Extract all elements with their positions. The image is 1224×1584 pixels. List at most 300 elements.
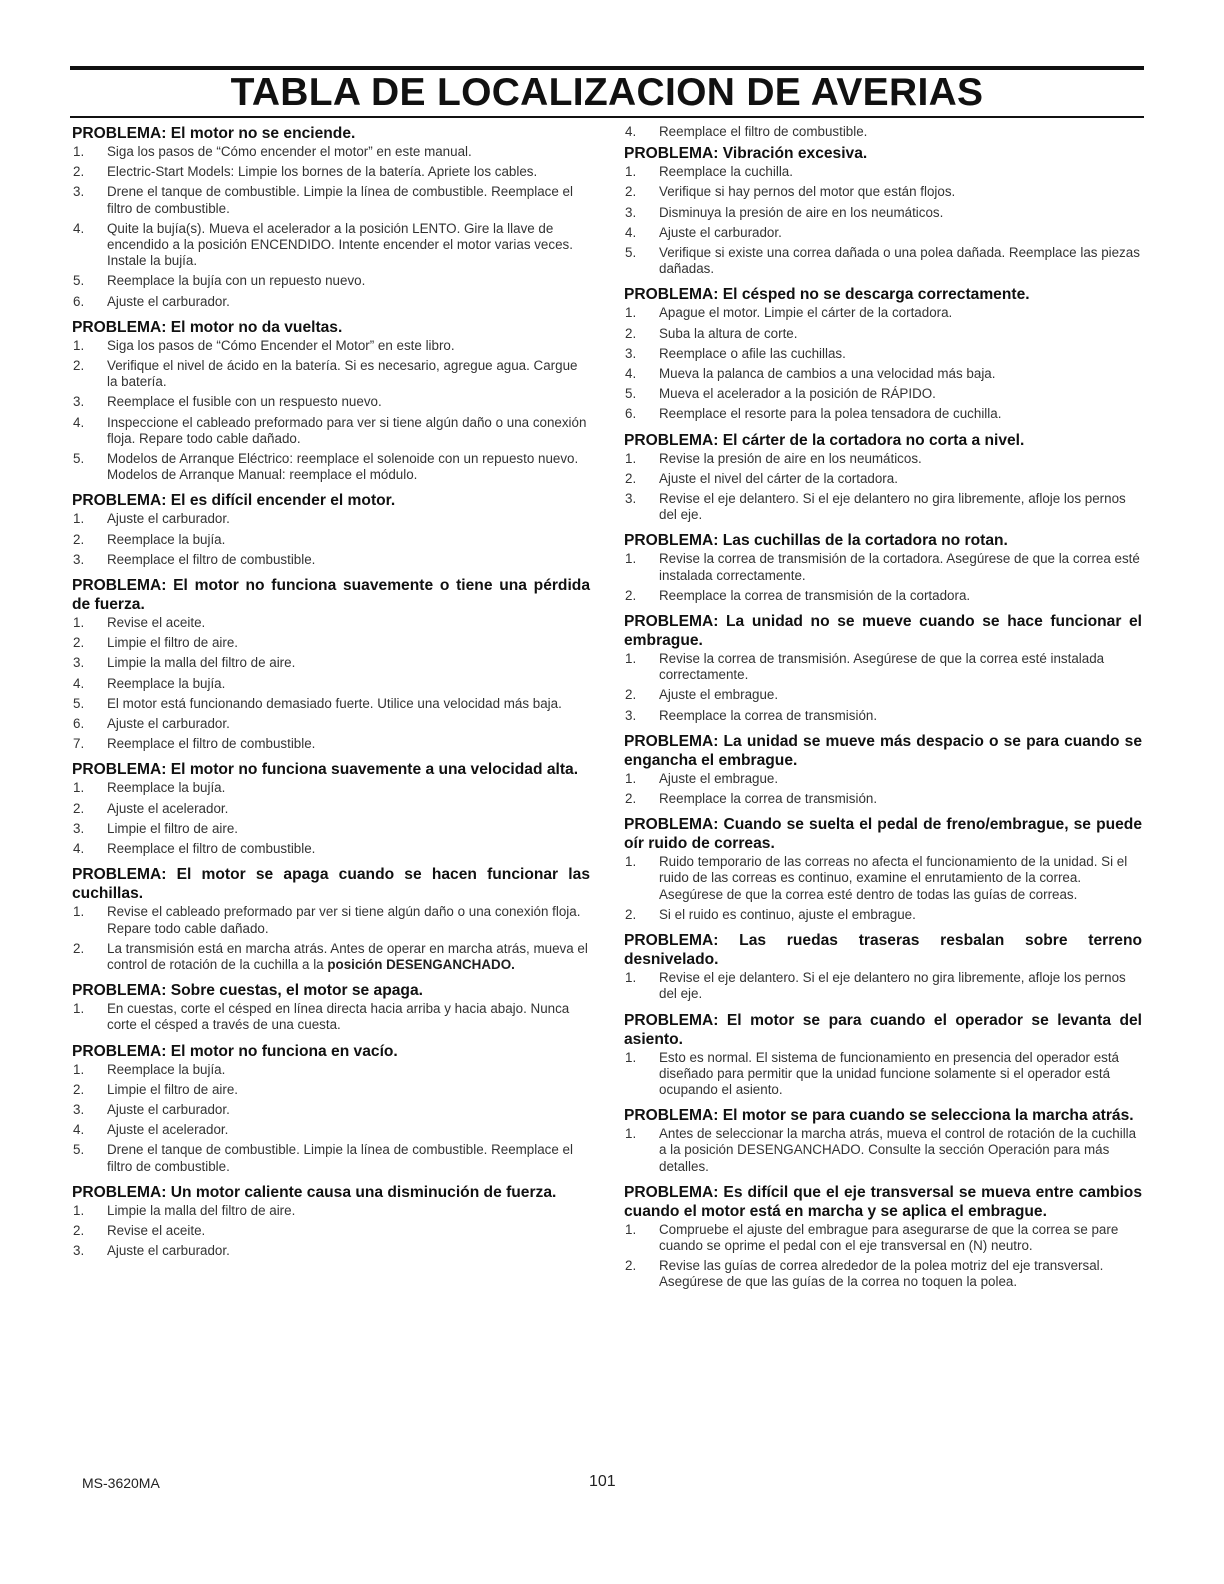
step-item bbox=[624, 245, 1142, 277]
problem-section bbox=[624, 1011, 1142, 1099]
step-text-main: Limpie la malla del filtro de aire. bbox=[107, 655, 296, 671]
right-column bbox=[624, 124, 1142, 1299]
steps-list bbox=[624, 1222, 1142, 1291]
problem-section bbox=[72, 318, 590, 484]
step-text bbox=[107, 904, 590, 936]
step-text bbox=[107, 552, 590, 568]
step-number: 3. bbox=[625, 707, 637, 723]
step-text-main: Esto es normal. El sistema de funcionamiento en presencia del operador está diseñado para permitir que la unidad funcione solamente si el operador está ocupando el asiento. bbox=[659, 1049, 1120, 1097]
step-item bbox=[72, 294, 590, 310]
problem-section bbox=[624, 612, 1142, 724]
step-number: 3. bbox=[625, 491, 637, 507]
step-text-main: Revise el aceite. bbox=[107, 1222, 206, 1238]
step-item bbox=[72, 1142, 590, 1174]
problem-section bbox=[72, 491, 590, 568]
step-text-main: Ajuste el embrague. bbox=[659, 687, 779, 703]
step-text-main: Reemplace el filtro de combustible. bbox=[107, 841, 316, 857]
steps-list bbox=[72, 615, 590, 752]
step-text-main: Revise las guías de correa alrededor de la polea motriz del eje transversal. Asegúrese de que las guías de la correa no toquen la polea. bbox=[659, 1258, 1104, 1290]
steps-list bbox=[624, 854, 1142, 923]
step-text bbox=[107, 736, 590, 752]
step-number: 2. bbox=[625, 470, 637, 486]
step-text bbox=[659, 184, 1142, 200]
carryover-step bbox=[624, 124, 1142, 140]
step-text-main: Reemplace la bujía. bbox=[107, 531, 226, 547]
step-text bbox=[107, 1142, 590, 1174]
step-text-emphasis: posición DESENGANCHADO. bbox=[327, 956, 515, 972]
step-number: 4. bbox=[625, 366, 637, 382]
step-text-main: Si el ruido es continuo, ajuste el embrague. bbox=[659, 906, 916, 922]
step-number: 2. bbox=[73, 531, 85, 547]
step-text-main: Ruido temporario de las correas no afecta el funcionamiento de la unidad. Si el ruido de las correas es continuo, examine el enrutamiento de la correa. Asegúrese de que la correa esté dentro de todas las guías de correas. bbox=[659, 854, 1128, 902]
step-text bbox=[107, 394, 590, 410]
step-text bbox=[107, 532, 590, 548]
step-text-main: En cuestas, corte el césped en línea directa hacia arriba y hacia abajo. Nunca corte el césped a través de una cuesta. bbox=[107, 1001, 570, 1033]
steps-list bbox=[72, 338, 590, 484]
step-text-main: Mueva la palanca de cambios a una velocidad más baja. bbox=[659, 366, 996, 382]
step-text-main: Drene el tanque de combustible. Limpie la línea de combustible. Reemplace el filtro de combustible. bbox=[107, 184, 573, 216]
step-item bbox=[72, 532, 590, 548]
step-item bbox=[624, 184, 1142, 200]
step-text bbox=[107, 1203, 590, 1219]
step-text bbox=[107, 821, 590, 837]
step-item bbox=[72, 904, 590, 936]
step-text-main: Reemplace el filtro de combustible. bbox=[107, 736, 316, 752]
step-text bbox=[107, 676, 590, 692]
step-text-main: Drene el tanque de combustible. Limpie la línea de combustible. Reemplace el filtro de combustible. bbox=[107, 1142, 573, 1174]
steps-list bbox=[624, 305, 1142, 422]
step-item bbox=[72, 821, 590, 837]
step-item bbox=[72, 552, 590, 568]
step-number: 4. bbox=[625, 224, 637, 240]
step-text bbox=[659, 791, 1142, 807]
problem-section bbox=[624, 285, 1142, 422]
step-text bbox=[107, 415, 590, 447]
step-number: 4. bbox=[73, 414, 85, 430]
step-item bbox=[72, 696, 590, 712]
step-text-main: Reemplace la bujía. bbox=[107, 1061, 226, 1077]
step-text-main: Ajuste el carburador. bbox=[107, 293, 230, 309]
step-number: 7. bbox=[73, 736, 85, 752]
step-number: 1. bbox=[73, 144, 85, 159]
step-item bbox=[72, 338, 590, 354]
step-item bbox=[624, 366, 1142, 382]
step-number: 2. bbox=[625, 906, 637, 922]
step-text bbox=[659, 771, 1142, 787]
step-text bbox=[107, 184, 590, 216]
step-number: 3. bbox=[73, 184, 85, 200]
step-item bbox=[72, 1243, 590, 1259]
step-text bbox=[107, 164, 590, 180]
step-item bbox=[72, 144, 590, 160]
step-text bbox=[659, 471, 1142, 487]
step-text-main: Ajuste el carburador. bbox=[107, 511, 230, 527]
step-number: 1. bbox=[73, 1061, 85, 1077]
step-item bbox=[624, 491, 1142, 523]
step-text-main: Reemplace o afile las cuchillas. bbox=[659, 345, 846, 361]
step-item bbox=[72, 780, 590, 796]
step-item bbox=[72, 221, 590, 270]
steps-list bbox=[624, 651, 1142, 724]
step-number: 6. bbox=[73, 716, 85, 732]
steps-list bbox=[624, 1050, 1142, 1099]
step-item bbox=[624, 225, 1142, 241]
step-text bbox=[107, 511, 590, 527]
steps-list bbox=[72, 904, 590, 973]
problem-section bbox=[72, 1042, 590, 1175]
step-text-main: Ajuste el carburador. bbox=[659, 224, 782, 240]
step-item bbox=[72, 394, 590, 410]
step-text-main: Reemplace el resorte para la polea tensadora de cuchilla. bbox=[659, 406, 1002, 422]
problem-title: PROBLEMA: Las ruedas traseras resbalan sobre terreno desnivelado. bbox=[624, 932, 1142, 969]
step-text-main: Ajuste el acelerador. bbox=[107, 1122, 229, 1138]
step-item bbox=[72, 184, 590, 216]
problem-section bbox=[72, 576, 590, 752]
step-number: 5. bbox=[73, 451, 85, 467]
step-item bbox=[72, 1102, 590, 1118]
step-item bbox=[72, 635, 590, 651]
footer-model-number: MS-3620MA bbox=[82, 1475, 160, 1491]
step-text bbox=[107, 615, 590, 631]
left-column bbox=[72, 124, 590, 1267]
step-item bbox=[624, 771, 1142, 787]
step-text bbox=[659, 687, 1142, 703]
step-number: 5. bbox=[625, 386, 637, 402]
step-text: Reemplace el filtro de combustible. bbox=[659, 124, 868, 139]
steps-list bbox=[624, 164, 1142, 277]
step-item bbox=[72, 615, 590, 631]
problem-section bbox=[72, 760, 590, 857]
step-number: 1. bbox=[625, 551, 637, 567]
step-text bbox=[659, 708, 1142, 724]
step-text-main: Modelos de Arranque Eléctrico: reemplace el solenoide con un repuesto nuevo. Modelos de Arranque Manual: reemplace el módulo. bbox=[107, 451, 579, 483]
step-number: 1. bbox=[625, 970, 637, 986]
step-number: 4. bbox=[73, 220, 85, 236]
step-number: 2. bbox=[625, 791, 637, 807]
steps-list bbox=[72, 1062, 590, 1175]
problem-title: PROBLEMA: El motor no funciona suavemente o tiene una pérdida de fuerza. bbox=[72, 577, 590, 614]
step-text-main: Revise el aceite. bbox=[107, 615, 206, 631]
step-item bbox=[72, 1062, 590, 1078]
step-text bbox=[659, 451, 1142, 467]
step-text bbox=[107, 451, 590, 483]
step-text-main: Antes de seleccionar la marcha atrás, mueva el control de rotación de la cuchilla a la posición DESENGANCHADO. Consulte la sección Operación para más detalles. bbox=[659, 1126, 1137, 1174]
step-text-main: Siga los pasos de “Cómo Encender el Motor” en este libro. bbox=[107, 337, 455, 353]
step-item bbox=[624, 1258, 1142, 1290]
step-item bbox=[624, 451, 1142, 467]
steps-list bbox=[624, 970, 1142, 1002]
step-text bbox=[107, 801, 590, 817]
step-item bbox=[624, 551, 1142, 583]
step-text bbox=[107, 273, 590, 289]
step-item bbox=[624, 305, 1142, 321]
step-item bbox=[72, 511, 590, 527]
problem-title: PROBLEMA: El motor no funciona suavemente a una velocidad alta. bbox=[72, 761, 579, 779]
step-number: 1. bbox=[73, 511, 85, 527]
step-number: 5. bbox=[73, 273, 85, 289]
step-text-main: Quite la bujía(s). Mueva el acelerador a la posición LENTO. Gire la llave de encendido a la posición ENCENDIDO. Intente encender el motor varias veces. Instale la bujía. bbox=[107, 220, 573, 269]
step-item bbox=[72, 1001, 590, 1033]
step-text-main: Reemplace el filtro de combustible. bbox=[107, 551, 316, 567]
problem-title: PROBLEMA: El cárter de la cortadora no corta a nivel. bbox=[624, 431, 1025, 449]
step-text bbox=[107, 294, 590, 310]
step-item bbox=[624, 1222, 1142, 1254]
problem-title: PROBLEMA: El motor no funciona en vacío. bbox=[72, 1042, 398, 1060]
step-text bbox=[659, 245, 1142, 277]
step-text bbox=[659, 164, 1142, 180]
step-number: 3. bbox=[73, 551, 85, 567]
step-number: 2. bbox=[625, 587, 637, 603]
step-item bbox=[72, 655, 590, 671]
step-text-main: Verifique el nivel de ácido en la batería. Si es necesario, agregue agua. Cargue la batería. bbox=[107, 358, 578, 390]
step-text bbox=[659, 970, 1142, 1002]
step-text-main: Revise la correa de transmisión. Asegúrese de que la correa esté instalada correctamente. bbox=[659, 651, 1105, 683]
step-item bbox=[72, 676, 590, 692]
step-text-main: Limpie el filtro de aire. bbox=[107, 635, 238, 651]
step-text bbox=[659, 491, 1142, 523]
step-item bbox=[72, 801, 590, 817]
step-text-main: Ajuste el carburador. bbox=[107, 1101, 230, 1117]
problem-title: PROBLEMA: El motor se apaga cuando se hacen funcionar las cuchillas. bbox=[72, 866, 590, 903]
step-number: 2. bbox=[625, 687, 637, 703]
step-text-main: El motor está funcionando demasiado fuerte. Utilice una velocidad más baja. bbox=[107, 695, 562, 711]
step-text bbox=[659, 346, 1142, 362]
step-text bbox=[107, 780, 590, 796]
step-number: 5. bbox=[73, 1142, 85, 1158]
step-item bbox=[624, 791, 1142, 807]
problem-title: PROBLEMA: Sobre cuestas, el motor se apaga. bbox=[72, 982, 423, 1000]
step-number: 1. bbox=[625, 854, 637, 870]
steps-list bbox=[624, 771, 1142, 807]
step-text bbox=[659, 1222, 1142, 1254]
step-text bbox=[107, 1122, 590, 1138]
step-number: 1. bbox=[625, 1049, 637, 1065]
problem-section bbox=[72, 981, 590, 1033]
problem-section bbox=[624, 431, 1142, 524]
step-text-main: Electric-Start Models: Limpie los bornes de la batería. Apriete los cables. bbox=[107, 164, 538, 180]
step-text-main: Mueva el acelerador a la posición de RÁPIDO. bbox=[659, 386, 936, 402]
step-text bbox=[107, 1223, 590, 1239]
step-text-main: Reemplace la correa de transmisión. bbox=[659, 707, 878, 723]
step-text-main: La transmisión está en marcha atrás. Antes de operar en marcha atrás, mueva el control de rotación de la cuchilla a la bbox=[107, 940, 588, 972]
step-text-main: Ajuste el carburador. bbox=[107, 1243, 230, 1259]
problem-section bbox=[624, 1106, 1142, 1175]
step-text-main: Ajuste el carburador. bbox=[107, 716, 230, 732]
problem-title: PROBLEMA: El motor no se enciende. bbox=[72, 125, 356, 142]
title-rule-top bbox=[70, 66, 1144, 70]
steps-list bbox=[624, 451, 1142, 524]
step-text-main: Reemplace la correa de transmisión. bbox=[659, 791, 878, 807]
step-number: 1. bbox=[73, 904, 85, 920]
step-number: 2. bbox=[73, 940, 85, 956]
step-number: 1. bbox=[73, 337, 85, 353]
step-item bbox=[72, 1122, 590, 1138]
problem-title: PROBLEMA: El césped no se descarga correctamente. bbox=[624, 286, 1030, 304]
steps-list bbox=[72, 144, 590, 310]
step-number: 4. bbox=[73, 841, 85, 857]
steps-list bbox=[624, 1126, 1142, 1175]
step-number: 2. bbox=[625, 325, 637, 341]
step-number: 2. bbox=[73, 358, 85, 374]
step-text bbox=[659, 907, 1142, 923]
step-text bbox=[659, 406, 1142, 422]
step-text bbox=[659, 205, 1142, 221]
step-number: 5. bbox=[625, 245, 637, 261]
step-number: 3. bbox=[625, 204, 637, 220]
step-item bbox=[72, 1082, 590, 1098]
step-text bbox=[659, 551, 1142, 583]
step-text bbox=[107, 358, 590, 390]
problem-title: PROBLEMA: Vibración excesiva. bbox=[624, 145, 868, 163]
step-text-main: Revise la presión de aire en los neumáticos. bbox=[659, 450, 922, 466]
step-text-main: Siga los pasos de “Cómo encender el motor” en este manual. bbox=[107, 144, 472, 159]
step-number: 4. bbox=[73, 1122, 85, 1138]
step-item bbox=[72, 1203, 590, 1219]
problem-title: PROBLEMA: Es difícil que el eje transversal se mueva entre cambios cuando el motor está en marcha y se aplica el embrague. bbox=[624, 1183, 1142, 1220]
step-item bbox=[72, 1223, 590, 1239]
step-number: 1. bbox=[625, 450, 637, 466]
step-text bbox=[659, 1126, 1142, 1175]
step-item bbox=[624, 588, 1142, 604]
step-number: 2. bbox=[73, 635, 85, 651]
step-text-main: Compruebe el ajuste del embrague para asegurarse de que la correa se pare cuando se oprime el pedal con el eje transversal en (N) neutro. bbox=[659, 1221, 1119, 1253]
page-title: TABLA DE LOCALIZACION DE AVERIAS bbox=[230, 71, 984, 114]
problem-section bbox=[624, 815, 1142, 923]
problem-section bbox=[72, 124, 590, 310]
step-number: 3. bbox=[73, 655, 85, 671]
step-text-main: Ajuste el acelerador. bbox=[107, 800, 229, 816]
step-item bbox=[624, 854, 1142, 903]
step-number: 1. bbox=[625, 770, 637, 786]
problem-section bbox=[624, 1183, 1142, 1291]
step-text bbox=[107, 841, 590, 857]
problem-section bbox=[624, 732, 1142, 807]
step-item bbox=[624, 326, 1142, 342]
step-text-main: Disminuya la presión de aire en los neumáticos. bbox=[659, 204, 944, 220]
problem-title: PROBLEMA: El motor se para cuando el operador se levanta del asiento. bbox=[624, 1011, 1142, 1048]
problem-title: PROBLEMA: El motor se para cuando se selecciona la marcha atrás. bbox=[624, 1107, 1134, 1125]
title-rule-bottom bbox=[70, 116, 1144, 118]
step-text-main: Ajuste el nivel del cárter de la cortadora. bbox=[659, 470, 898, 486]
step-text-main: Revise el cableado preformado par ver si tiene algún daño o una conexión floja. Repare todo cable dañado. bbox=[107, 904, 581, 936]
step-text bbox=[107, 1062, 590, 1078]
step-item bbox=[624, 205, 1142, 221]
step-number: 1. bbox=[625, 651, 637, 667]
step-text-main: Suba la altura de corte. bbox=[659, 325, 798, 341]
problem-title: PROBLEMA: El es difícil encender el motor. bbox=[72, 492, 396, 510]
step-number: 3. bbox=[625, 345, 637, 361]
step-number: 1. bbox=[73, 780, 85, 796]
step-text-main: Ajuste el embrague. bbox=[659, 770, 779, 786]
step-text-main: Revise el eje delantero. Si el eje delantero no gira libremente, afloje los pernos del eje. bbox=[659, 970, 1126, 1002]
step-text bbox=[107, 338, 590, 354]
problem-title: PROBLEMA: Un motor caliente causa una disminución de fuerza. bbox=[72, 1183, 557, 1201]
steps-list bbox=[624, 551, 1142, 604]
problem-title: PROBLEMA: Cuando se suelta el pedal de freno/embrague, se puede oír ruido de correas. bbox=[624, 816, 1142, 853]
steps-list bbox=[72, 1001, 590, 1033]
step-number: 6. bbox=[73, 293, 85, 309]
step-item bbox=[624, 1050, 1142, 1099]
problem-title: PROBLEMA: El motor no da vueltas. bbox=[72, 318, 343, 336]
step-text bbox=[107, 635, 590, 651]
step-item bbox=[72, 415, 590, 447]
step-text bbox=[107, 1001, 590, 1033]
step-number: 1. bbox=[73, 1001, 85, 1017]
step-item bbox=[624, 406, 1142, 422]
step-text-main: Reemplace el fusible con un respuesto nuevo. bbox=[107, 394, 382, 410]
step-number: 2. bbox=[73, 164, 85, 180]
step-text bbox=[659, 366, 1142, 382]
step-text bbox=[107, 941, 590, 973]
problem-section bbox=[624, 931, 1142, 1002]
step-text bbox=[659, 854, 1142, 903]
problem-section bbox=[624, 531, 1142, 604]
footer-page-number: 101 bbox=[589, 1473, 616, 1490]
step-number: 1. bbox=[73, 615, 85, 631]
step-number: 3. bbox=[73, 394, 85, 410]
step-text-main: Limpie el filtro de aire. bbox=[107, 1081, 238, 1097]
step-text-main: Verifique si existe una correa dañada o una polea dañada. Reemplace las piezas dañadas. bbox=[659, 245, 1140, 277]
step-text bbox=[659, 588, 1142, 604]
step-text bbox=[659, 225, 1142, 241]
step-number: 2. bbox=[73, 800, 85, 816]
step-item bbox=[72, 716, 590, 732]
step-text bbox=[107, 1102, 590, 1118]
step-item bbox=[624, 687, 1142, 703]
step-item bbox=[72, 273, 590, 289]
step-number: 2. bbox=[73, 1222, 85, 1238]
step-item bbox=[72, 941, 590, 973]
step-number: 1. bbox=[625, 1126, 637, 1142]
step-text bbox=[107, 696, 590, 712]
problem-title: PROBLEMA: La unidad no se mueve cuando se hace funcionar el embrague. bbox=[624, 613, 1142, 650]
problem-title: PROBLEMA: Las cuchillas de la cortadora no rotan. bbox=[624, 532, 1008, 550]
step-text-main: Reemplace la bujía. bbox=[107, 675, 226, 691]
steps-list bbox=[72, 780, 590, 857]
step-item bbox=[624, 907, 1142, 923]
step-number: 5. bbox=[73, 695, 85, 711]
step-text-main: Reemplace la bujía con un repuesto nuevo. bbox=[107, 273, 366, 289]
step-text-main: Reemplace la bujía. bbox=[107, 780, 226, 796]
step-text-main: Apague el motor. Limpie el cárter de la cortadora. bbox=[659, 305, 953, 321]
step-text bbox=[107, 144, 590, 160]
step-item bbox=[624, 386, 1142, 402]
problem-section bbox=[624, 144, 1142, 277]
step-number: 4. bbox=[625, 124, 637, 139]
step-number: 1. bbox=[625, 1221, 637, 1237]
step-text-main: Inspeccione el cableado preformado para ver si tiene algún daño o una conexión floja. Repare todo cable dañado. bbox=[107, 414, 587, 446]
step-text bbox=[659, 1258, 1142, 1290]
step-number: 3. bbox=[73, 820, 85, 836]
step-item bbox=[624, 651, 1142, 683]
step-number: 3. bbox=[73, 1101, 85, 1117]
step-item bbox=[624, 708, 1142, 724]
step-item bbox=[72, 736, 590, 752]
step-text-main: Limpie el filtro de aire. bbox=[107, 820, 238, 836]
step-text-main: Revise la correa de transmisión de la cortadora. Asegúrese de que la correa esté instalada correctamente. bbox=[659, 551, 1140, 583]
step-text bbox=[659, 651, 1142, 683]
step-text-main: Limpie la malla del filtro de aire. bbox=[107, 1202, 296, 1218]
problem-title: PROBLEMA: La unidad se mueve más despacio o se para cuando se engancha el embrague. bbox=[624, 732, 1142, 769]
step-item bbox=[624, 970, 1142, 1002]
step-number: 2. bbox=[73, 1081, 85, 1097]
step-text bbox=[107, 716, 590, 732]
steps-list bbox=[72, 511, 590, 568]
step-item bbox=[72, 358, 590, 390]
step-item bbox=[624, 346, 1142, 362]
step-item bbox=[624, 164, 1142, 180]
problem-section bbox=[72, 865, 590, 973]
